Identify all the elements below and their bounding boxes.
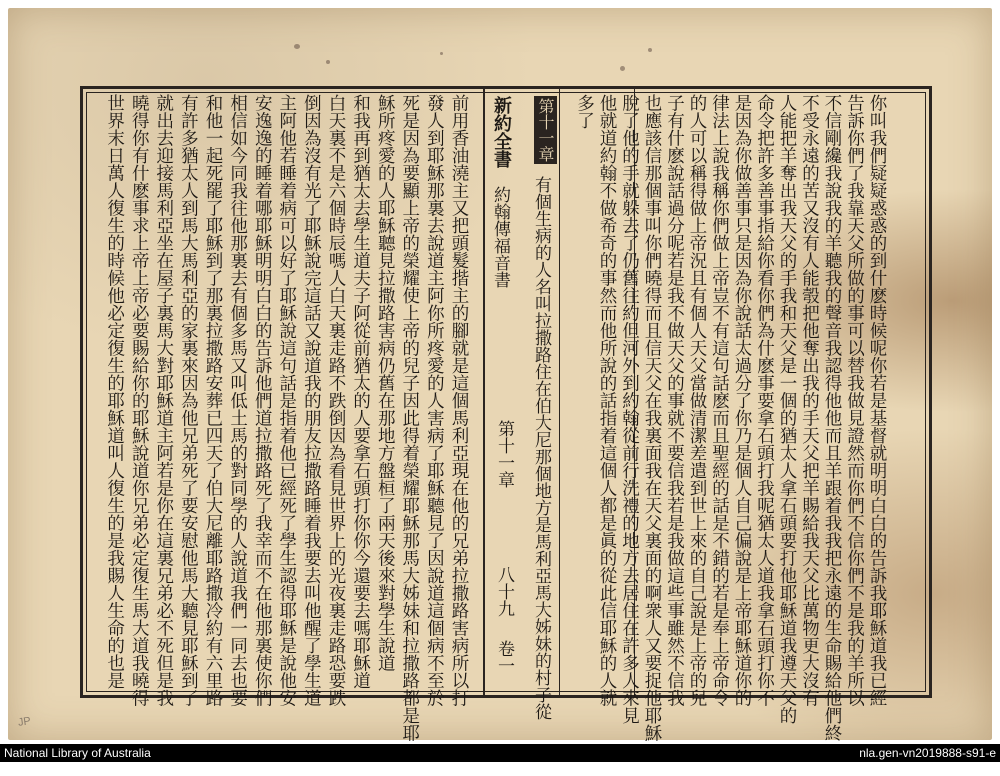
text-column: 就出去迎接馬利亞坐在屋子裏馬大對耶穌道主阿若是你在這裏兄弟必不死但是我 xyxy=(153,94,174,707)
ink-speck xyxy=(648,48,652,52)
chapter-marker-badge: 第十一章 xyxy=(536,98,555,162)
text-column: 的人可以稱得做上帝況且有個人天父當做清潔差遣到世上來的自己說是上帝的兒 xyxy=(687,94,707,707)
text-column: 命令把許多善事指給你看你們為什麽事要拿石頭打我呢猶太人道我拿石頭打你不 xyxy=(754,94,775,707)
footer-institution: National Library of Australia xyxy=(4,746,151,760)
text-column: 人能把羊奪出我天父的手我和天父是一個的猶太人拿石頭要打他耶穌道我遵天父的 xyxy=(777,94,797,724)
ink-speck xyxy=(294,44,300,49)
text-column: 死是因為要顯上帝的榮耀使上帝的兒子因此得着榮耀耶穌那馬大姊妹和拉撒路都是耶 xyxy=(399,94,420,742)
text-column: 有許多猶太人到馬大馬利亞的家裏來因為他兄弟死了要安慰他馬大聽見耶穌到了 xyxy=(178,94,199,707)
text-column: 也應該信那個事叫你們曉得而且信天父在我裏面我在天父裏面的啊衆人又要捉他耶穌 xyxy=(642,94,662,742)
text-column: 白天裏不是六個時辰嗎人白天裏走路不跌倒因為看見世界上的光夜裏走路恐要跌 xyxy=(326,94,346,707)
text-column: 發人到耶穌那裏去說道主阿你所疼愛的人害病了耶穌聽見了因說道這個病不至於 xyxy=(424,94,445,707)
text-column: 不信剛纔我說我的羊聽我的聲音我認得他他而且羊跟着我我把永遠的生命賜給他們終 xyxy=(822,94,842,742)
text-column: 你叫我們疑疑惑惑的到什麽時候呢你若是基督就明明白白的告訴我耶穌道我已經 xyxy=(867,94,887,707)
chapter-label: 第十一章 xyxy=(494,420,514,488)
text-column: 多了 xyxy=(574,94,595,129)
text-column: 和他一起死罷了耶穌到了那裏拉撒路安葬已四天了伯大尼離耶路撒冷約有六里路 xyxy=(203,94,223,707)
volume-label: 卷一 xyxy=(494,640,514,674)
footer-identifier: nla.gen-vn2019888-s91-e xyxy=(859,746,996,760)
text-column: 是因為你做善事只是因為你說話太過分了你乃是個人自己偏說是上帝耶穌道你的 xyxy=(732,94,752,707)
text-column: 子有什麽說話過分呢若是我不做天父的事就不要信我若是我做這些事雖然不信我 xyxy=(664,94,685,707)
text-column: 倒因為沒有光了耶穌說完這話又說道我的朋友拉撒路睡着我要去叫他醒了學生道 xyxy=(301,94,322,707)
ink-speck xyxy=(440,52,443,55)
text-column: 前用香油澆主又把頭髮揩主的腳就是這個馬利亞現在他的兄弟拉撒路害病所以打 xyxy=(449,94,469,707)
book-subtitle: 約翰傳福音書 xyxy=(490,186,510,288)
ink-speck xyxy=(620,66,625,71)
text-column: 曉得你有什麽事求上帝上帝必要賜給你的耶穌說道你兄弟必定復生馬大道我曉得 xyxy=(129,94,150,707)
page-number: 八十九 xyxy=(494,566,514,617)
text-column: 告訴你們了我靠天父所做的事可以替我做見證然而你們不信你們不是我的羊所以 xyxy=(844,94,865,707)
text-column: 和我再到猶太去學生道夫子阿從前猶太的人要拿石頭打你你今還要去嗎耶穌道 xyxy=(350,94,371,689)
book-title: 新約全書 xyxy=(491,96,512,168)
text-column: 穌所疼愛的人耶穌聽見拉撒路害病仍舊在那地方盤桓了兩天後來對學生說道 xyxy=(375,94,396,672)
text-column: 世界末日萬人復生的時候他必定復生的耶穌道叫人復生的是我賜人生命的也是 xyxy=(104,94,125,689)
text-column: 律法上說我稱你們做上帝豈不有這句話麽而且聖經的話是不錯的若是奉上帝命令 xyxy=(709,94,730,707)
chapter-opening-text: 有個生病的人名叫拉撒路住在伯大尼那個地方是馬利亞馬大姊妹的村子從 xyxy=(531,176,551,720)
page-gutter-divider xyxy=(483,89,485,695)
text-column: 相信如今同我往他那裏去有個多馬又叫低土馬的對同學的人說道我們一同去也要 xyxy=(227,94,248,707)
text-column: 脫了他的手就躲去了仍舊往約但河外到約翰從前行洗禮的地方去居住在許多人來見 xyxy=(619,94,640,724)
text-column: 主阿他若睡着病可以好了耶穌說這句話是指着他已經死了學生認得耶穌是說他安 xyxy=(276,94,297,707)
pencil-marginalia: JP xyxy=(17,715,32,729)
text-column: 安逸逸的睡着哪耶穌明明白白的告訴他們道拉撒路死了我幸而不在他那裏使你們 xyxy=(252,94,273,707)
ink-speck xyxy=(326,60,330,64)
text-column: 他就道約翰不做希奇的事然而他所說的話指着這個人都是眞的從此信耶穌的人就 xyxy=(597,94,617,707)
text-column: 不受永遠的苦又沒有人能彀把他奪出我的手天父把羊賜給我天父比萬物更大沒有 xyxy=(799,94,820,707)
